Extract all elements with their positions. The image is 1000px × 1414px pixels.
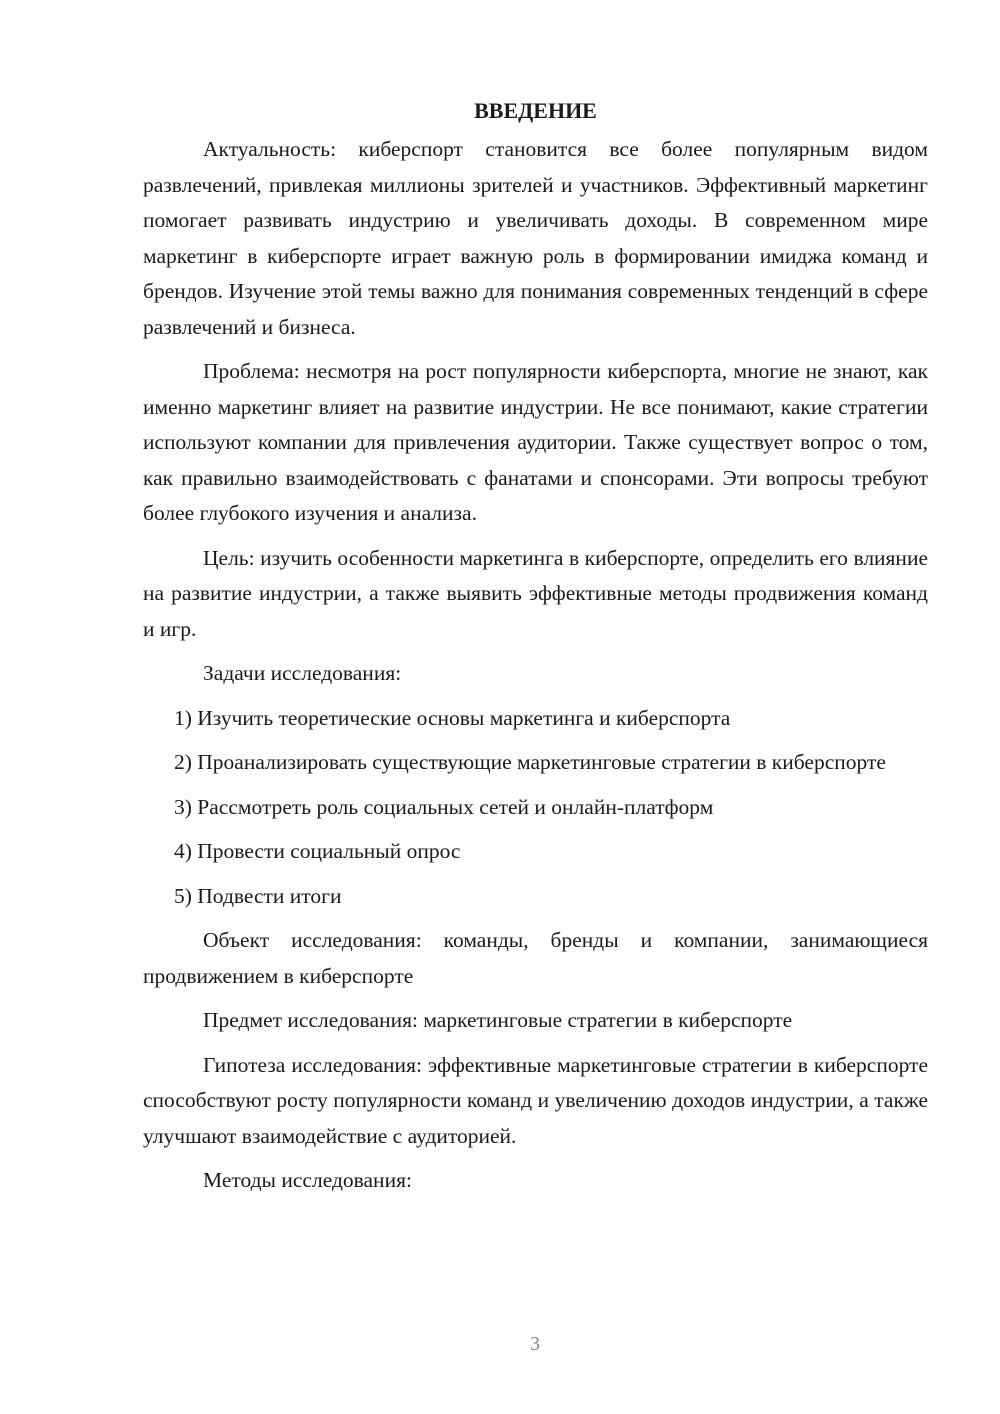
task-item-3: 3) Рассмотреть роль социальных сетей и онлайн-платформ [174,794,714,819]
paragraph-object: Объект исследования: команды, бренды и компании, занимающиеся продвижением в киберспорте [143,928,928,988]
section-title: ВВЕДЕНИЕ [474,98,597,123]
paragraph-problem: Проблема: несмотря на рост популярности киберспорта, многие не знают, как именно маркетинг влияет на развитие индустрии. Не все понимают, какие стратегии используют компании для привлечения аудитории. Также существует вопрос о том, как правильно взаимодействовать с фанатами и спонсорами. Эти вопросы требуют более глубокого изучения и анализа. [143,359,928,525]
paragraph-goal: Цель: изучить особенности маркетинга в киберспорте, определить его влияние на развитие индустрии, а также выявить эффективные методы продвижения команд и игр. [143,545,928,641]
task-item-1: 1) Изучить теоретические основы маркетинга и киберспорта [174,705,731,730]
task-item-2: 2) Проанализировать существующие маркетинговые стратегии в киберспорте [174,750,886,774]
task-item-5: 5) Подвести итоги [174,883,342,908]
tasks-heading: Задачи исследования: [203,661,402,685]
paragraph-subject: Предмет исследования: маркетинговые стратегии в киберспорте [203,1008,793,1032]
document-page [143,96,928,1208]
paragraph-hypothesis: Гипотеза исследования: эффективные маркетинговые стратегии в киберспорте способствуют росту популярности команд и увеличению доходов индустрии, а также улучшают взаимодействие с аудиторией. [143,1052,928,1148]
methods-heading: Методы исследования: [203,1168,412,1192]
paragraph-relevance: Актуальность: киберспорт становится все более популярным видом развлечений, привлекая миллионы зрителей и участников. Эффективный маркетинг помогает развивать индустрию и увеличивать доходы. В современном мире маркетинг в киберспорте играет важную роль в формировании имиджа команд и брендов. Изучение этой темы важно для понимания современных тенденций в сфере развлечений и бизнеса. [143,137,928,339]
task-item-4: 4) Провести социальный опрос [174,839,461,863]
page-number: 3 [530,1333,540,1355]
